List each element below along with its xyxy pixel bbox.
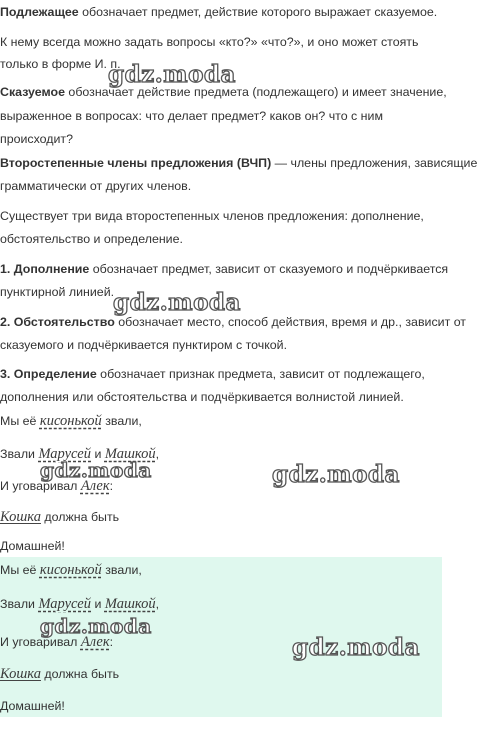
paragraph-predicate-3	[0, 127, 440, 152]
poem-subject-word: Кошка	[0, 666, 41, 682]
poem-object-word: Машкой	[104, 446, 156, 462]
subject-definition: обозначает предмет, действие которого выражает сказуемое.	[82, 5, 438, 19]
poem-text: звали,	[105, 563, 142, 577]
poem-text: и	[94, 597, 102, 611]
adverbial-definition-line-1: обозначает место, способ действия, время и др., зависит от	[118, 315, 466, 329]
three-types-line-1: Существует три вида второстепенных членов предложения: дополнение,	[0, 209, 424, 223]
poem-text: :	[109, 479, 114, 493]
object-definition-line-1: обозначает предмет, зависит от сказуемого и подчёркивается	[92, 262, 449, 276]
paragraph-object-1	[0, 257, 449, 282]
subject-questions-line-1: К нему всегда можно задать вопросы «кто?» «что?», и оно может стоять	[0, 35, 419, 49]
poem-subject-word: Кошка	[0, 509, 41, 525]
term-secondary-members: Второстепенные члены предложения (ВЧП)	[0, 156, 272, 170]
watermark: gdz.moda	[272, 461, 400, 488]
poem-object-word: Марусей	[38, 596, 91, 612]
poem-2-line-1	[0, 558, 440, 583]
poem-text: Мы её	[0, 414, 37, 428]
watermark: gdz.moda	[113, 289, 241, 316]
object-definition-line-2: пунктирной линией.	[0, 285, 115, 299]
watermark: gdz.moda	[40, 458, 152, 482]
poem-text: И уговаривал	[0, 635, 78, 649]
poem-text: Домашней!	[0, 699, 65, 713]
watermark: gdz.moda	[292, 634, 420, 661]
paragraph-subject	[0, 0, 440, 25]
attribute-definition-line-2: дополнения или обстоятельства и подчёркивается волнистой линией.	[0, 390, 404, 404]
poem-object-word: Марусей	[38, 446, 91, 462]
poem-text: И уговаривал	[0, 479, 78, 493]
paragraph-secondary-members-1	[0, 151, 477, 176]
three-types-line-2: обстоятельство и определение.	[0, 232, 183, 246]
paragraph-three-types-2	[0, 227, 440, 252]
poem-2-line-5	[0, 694, 440, 719]
term-subject: Подлежащее	[0, 5, 79, 19]
secondary-members-definition-line-1: — члены предложения, зависящие	[274, 156, 477, 170]
poem-text: звали,	[105, 414, 142, 428]
paragraph-attribute-1	[0, 362, 440, 387]
poem-text: Звали	[0, 597, 35, 611]
paragraph-attribute-2	[0, 385, 440, 410]
term-adverbial: 2. Обстоятельство	[0, 315, 115, 329]
term-predicate: Сказуемое	[0, 85, 65, 99]
secondary-members-definition-line-2: грамматически от других членов.	[0, 179, 192, 193]
subject-questions-line-2: только в форме И. п.	[0, 57, 121, 71]
paragraph-secondary-members-2	[0, 174, 440, 199]
paragraph-adverbial-2	[0, 333, 440, 358]
watermark: gdz.moda	[40, 614, 152, 638]
term-object: 1. Дополнение	[0, 262, 90, 276]
poem-text: ,	[155, 447, 160, 461]
poem-object-word: Алек	[80, 478, 110, 494]
predicate-definition-line-1: обозначает действие предмета (подлежащего) и имеет значение,	[68, 85, 447, 99]
poem-text: Звали	[0, 447, 35, 461]
poem-object-word: кисонькой	[39, 562, 102, 578]
paragraph-predicate-2	[0, 104, 440, 129]
predicate-definition-line-3: происходит?	[0, 132, 74, 146]
poem-object-word: Алек	[80, 634, 110, 650]
poem-text: должна быть	[44, 510, 120, 524]
term-attribute: 3. Определение	[0, 367, 97, 381]
poem-text: и	[94, 447, 102, 461]
poem-1-line-5	[0, 534, 440, 559]
predicate-definition-line-2: выраженное в вопросах: что делает предмет? каков он? что с ним	[0, 109, 383, 123]
poem-text: Мы её	[0, 563, 37, 577]
adverbial-definition-line-2: сказуемого и подчёркивается пунктиром с точкой.	[0, 338, 288, 352]
poem-text: должна быть	[44, 667, 120, 681]
poem-1-line-4	[0, 505, 440, 530]
poem-object-word: Машкой	[104, 596, 156, 612]
paragraph-three-types-1	[0, 204, 440, 229]
poem-object-word: кисонькой	[39, 413, 102, 429]
poem-text: :	[109, 635, 114, 649]
poem-text: Домашней!	[0, 539, 65, 553]
poem-2-line-4	[0, 662, 440, 687]
watermark: gdz.moda	[108, 61, 236, 88]
poem-1-line-1	[0, 409, 440, 434]
attribute-definition-line-1: обозначает признак предмета, зависит от подлежащего,	[100, 367, 425, 381]
poem-text: ,	[155, 597, 160, 611]
